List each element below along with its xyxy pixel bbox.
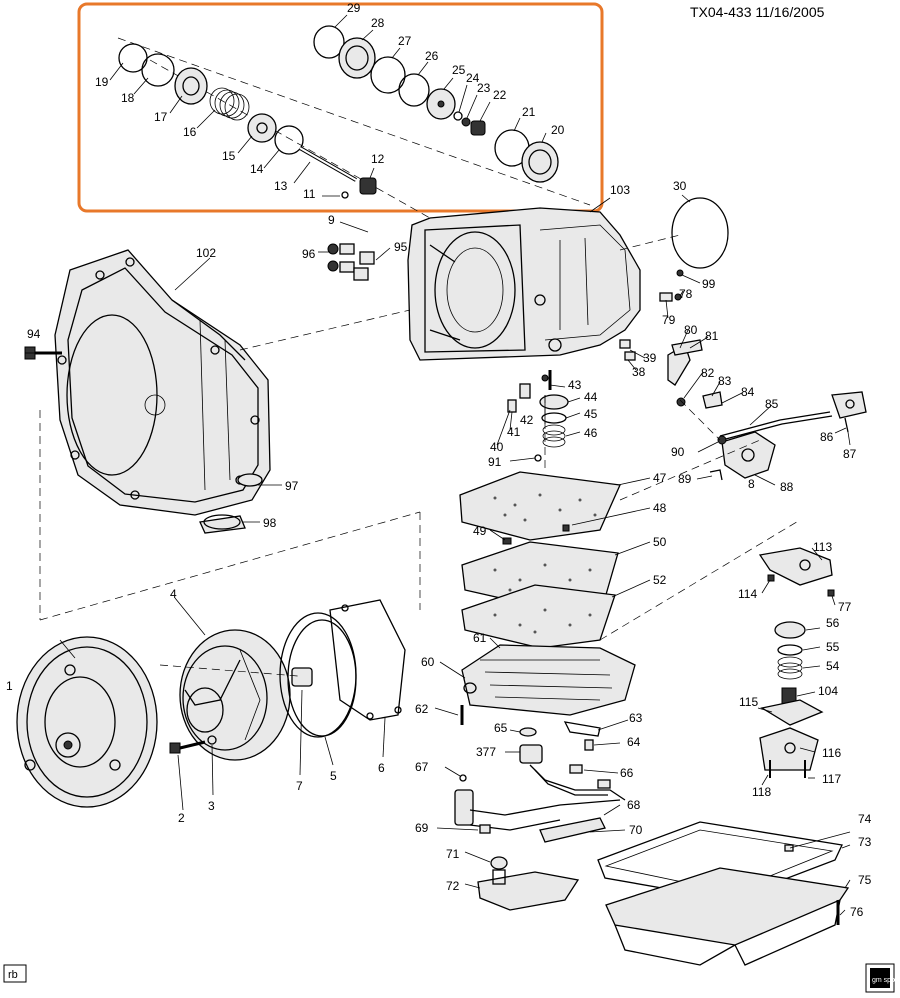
callout-41: 41	[507, 425, 521, 439]
callout-117: 117	[822, 772, 842, 786]
callout-75: 75	[858, 873, 872, 887]
callout-87: 87	[843, 447, 857, 461]
callout-118: 118	[752, 785, 772, 799]
callout-115: 115	[739, 695, 759, 709]
callout-86: 86	[820, 430, 834, 444]
callout-94: 94	[27, 327, 41, 341]
corner-tag: rb	[8, 969, 18, 981]
callout-66: 66	[620, 766, 634, 780]
callout-83: 83	[718, 374, 732, 388]
gm-spo-logo	[866, 964, 895, 992]
callout-48: 48	[653, 501, 667, 515]
callout-80: 80	[684, 323, 698, 337]
callout-4: 4	[170, 587, 177, 601]
callout-5: 5	[330, 769, 337, 783]
callout-67: 67	[415, 760, 429, 774]
callout-16: 16	[183, 125, 197, 139]
callout-21: 21	[522, 105, 536, 119]
callout-99: 99	[702, 277, 716, 291]
callout-3: 3	[208, 799, 215, 813]
callout-25: 25	[452, 63, 466, 77]
center-column-parts	[508, 370, 568, 461]
callout-18: 18	[121, 91, 135, 105]
callout-29: 29	[347, 1, 361, 15]
callout-2: 2	[178, 811, 185, 825]
callout-44: 44	[584, 390, 598, 404]
oil-filter	[478, 857, 578, 910]
bellhousing	[55, 250, 270, 515]
callout-73: 73	[858, 835, 872, 849]
oil-pump	[180, 630, 290, 760]
shift-linkage	[710, 392, 866, 480]
callout-7: 7	[296, 779, 303, 793]
callout-77: 77	[838, 600, 852, 614]
leader-lines-top	[110, 15, 546, 196]
callout-74: 74	[858, 812, 872, 826]
callout-26: 26	[425, 49, 439, 63]
callout-64: 64	[627, 735, 641, 749]
callout-1: 1	[6, 679, 13, 693]
callout-62: 62	[415, 702, 429, 716]
callout-23: 23	[477, 81, 491, 95]
callout-9: 9	[328, 213, 335, 227]
callout-98: 98	[263, 516, 277, 530]
pump-seals	[280, 600, 405, 737]
callout-42: 42	[520, 413, 534, 427]
callout-81: 81	[705, 329, 719, 343]
callout-88: 88	[780, 480, 794, 494]
callout-68: 68	[627, 798, 641, 812]
callout-27: 27	[398, 34, 412, 48]
callout-95: 95	[394, 240, 408, 254]
callout-89: 89	[678, 472, 692, 486]
callout-46: 46	[584, 426, 598, 440]
callout-11: 11	[303, 187, 316, 201]
callout-13: 13	[274, 179, 288, 193]
callout-103: 103	[610, 183, 631, 197]
callout-54: 54	[826, 659, 840, 673]
callout-114: 114	[738, 587, 758, 601]
callout-79: 79	[662, 313, 676, 327]
callout-30: 30	[673, 179, 687, 193]
callout-113: 113	[813, 540, 833, 554]
diagram-id-date: TX04-433 11/16/2005	[690, 4, 825, 20]
callout-22: 22	[493, 88, 507, 102]
callout-55: 55	[826, 640, 840, 654]
callout-28: 28	[371, 16, 385, 30]
callout-60: 60	[421, 655, 435, 669]
callout-61: 61	[473, 631, 487, 645]
callout-40: 40	[490, 440, 504, 454]
callout-91: 91	[488, 455, 502, 469]
callout-84: 84	[741, 385, 755, 399]
callout-49: 49	[473, 524, 487, 538]
callout-15: 15	[222, 149, 236, 163]
callout-17: 17	[154, 110, 168, 124]
callout-76: 76	[850, 905, 864, 919]
servo-subassembly	[118, 26, 590, 218]
callout-47: 47	[653, 471, 667, 485]
callout-97: 97	[285, 479, 299, 493]
callout-69: 69	[415, 821, 429, 835]
callout-377: 377	[476, 745, 497, 759]
callout-90: 90	[671, 445, 685, 459]
callout-19: 19	[95, 75, 109, 89]
callout-52: 52	[653, 573, 667, 587]
callout-45: 45	[584, 407, 598, 421]
callout-20: 20	[551, 123, 565, 137]
callout-82: 82	[701, 366, 715, 380]
callout-70: 70	[629, 823, 643, 837]
valve-plates	[460, 472, 620, 648]
callout-63: 63	[629, 711, 643, 725]
callout-12: 12	[371, 152, 385, 166]
callout-8: 8	[748, 477, 755, 491]
valve-body	[462, 645, 635, 725]
oring-30	[672, 198, 728, 268]
callout-72: 72	[446, 879, 460, 893]
callout-24: 24	[466, 71, 480, 85]
callout-116: 116	[822, 746, 842, 760]
callout-56: 56	[826, 616, 840, 630]
callout-39: 39	[643, 351, 657, 365]
oil-pan	[598, 822, 848, 965]
callout-50: 50	[653, 535, 667, 549]
callout-104: 104	[818, 684, 839, 698]
callout-96: 96	[302, 247, 316, 261]
callout-38: 38	[632, 365, 646, 379]
accumulator-assembly	[760, 548, 834, 778]
gm-spo-logo-text: gm spo	[872, 977, 895, 984]
callout-6: 6	[378, 761, 385, 775]
callout-43: 43	[568, 378, 582, 392]
callout-102: 102	[196, 246, 217, 260]
transmission-case	[408, 208, 640, 360]
callout-65: 65	[494, 721, 508, 735]
callout-14: 14	[250, 162, 264, 176]
callout-78: 78	[679, 287, 693, 301]
callout-71: 71	[446, 847, 460, 861]
fittings-95-96	[328, 244, 374, 280]
torque-converter	[17, 637, 157, 807]
callout-85: 85	[765, 397, 779, 411]
